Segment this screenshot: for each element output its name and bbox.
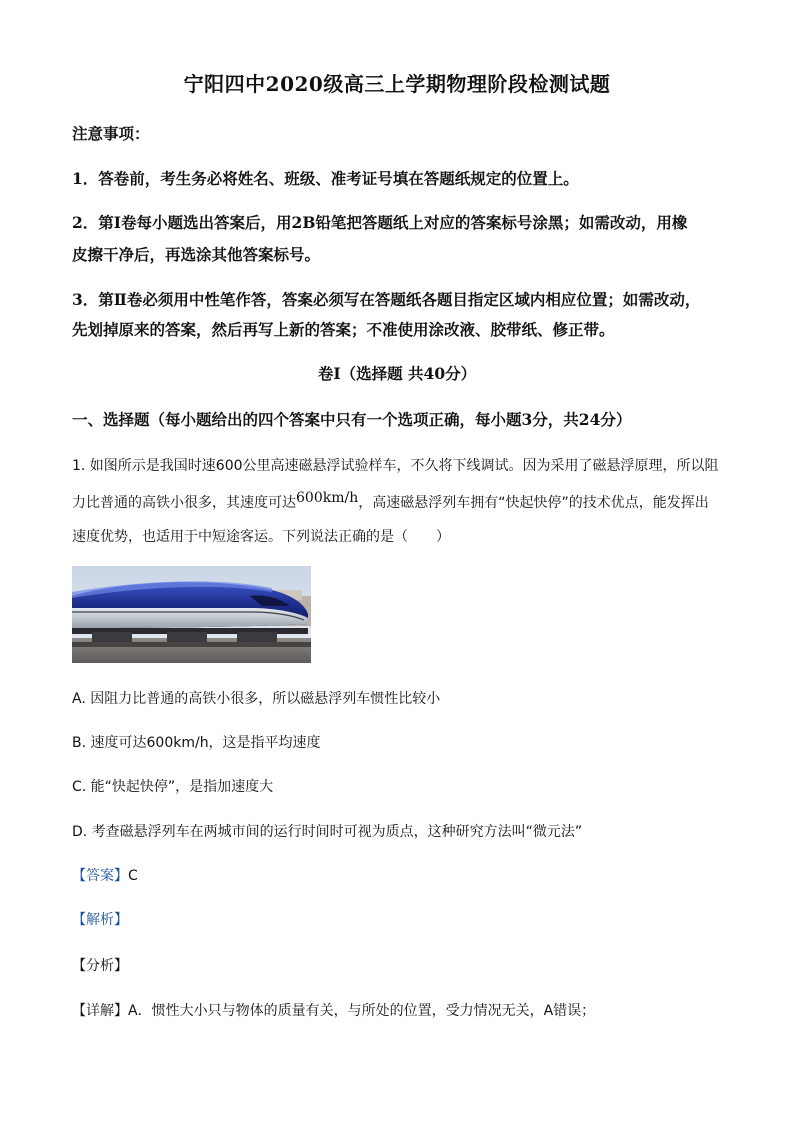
fenxi-tag: 【分析】: [72, 958, 128, 974]
analysis-tag: 【解析】: [72, 912, 128, 928]
detail-tag: 【详解】: [72, 1003, 128, 1019]
notice-heading: 注意事项：: [72, 124, 150, 143]
option-c: C. 能“快起快停”，是指加速度大: [72, 779, 274, 795]
notice-2-line-2: 皮擦干净后，再选涂其他答案标号。: [72, 245, 321, 264]
analysis-line: [72, 909, 128, 929]
volume-title: 卷Ⅰ（选择题 共40分）: [317, 364, 477, 383]
answer-line: [72, 865, 138, 885]
notice-1: 1．答卷前，考生务必将姓名、班级、准考证号填在答题纸规定的位置上。: [72, 169, 579, 188]
question-1-line-2-suffix: ，高速磁悬浮列车拥有“快起快停”的技术优点，能发挥出: [358, 495, 709, 511]
option-a: A. 因阻力比普通的高铁小很多，所以磁悬浮列车惯性比较小: [72, 691, 441, 707]
maglev-train-photo: [72, 566, 311, 663]
question-1-line-3: 速度优势，也适用于中短途客运。下列说法正确的是（ ）: [72, 529, 450, 545]
answer-value: C: [128, 868, 138, 884]
option-b: B. 速度可达600km/h，这是指平均速度: [72, 735, 321, 751]
detail-line: [72, 1000, 595, 1020]
speed-formula: 600km/h: [296, 490, 359, 506]
question-1-line-1: 1. 如图所示是我国时速600公里高速磁悬浮试验样车，不久将下线调试。因为采用了磁悬浮原理，所以阻: [72, 458, 719, 474]
question-1-line-2: [72, 492, 709, 512]
section-heading: 一、选择题（每小题给出的四个答案中只有一个选项正确，每小题3分，共24分）: [72, 410, 632, 429]
question-1-line-2-prefix: 力比普通的高铁小很多，其速度可达: [72, 495, 296, 511]
notice-2-line-1: 2．第Ⅰ卷每小题选出答案后，用2B铅笔把答题纸上对应的答案标号涂黑；如需改动，用橡: [72, 213, 688, 232]
page-title: 宁阳四中2020级高三上学期物理阶段检测试题: [183, 72, 611, 96]
fenxi-line: [72, 955, 128, 975]
detail-text: A．惯性大小只与物体的质量有关，与所处的位置，受力情况无关，A错误；: [128, 1003, 596, 1019]
answer-tag: 【答案】: [72, 868, 128, 884]
option-d: D. 考查磁悬浮列车在两城市间的运行时间时可视为质点，这种研究方法叫“微元法”: [72, 824, 583, 840]
notice-3-line-2: 先划掉原来的答案，然后再写上新的答案；不准使用涂改液、胶带纸、修正带。: [72, 320, 615, 339]
notice-3-line-1: 3．第Ⅱ卷必须用中性笔作答，答案必须写在答题纸各题目指定区域内相应位置；如需改动，: [72, 290, 701, 309]
